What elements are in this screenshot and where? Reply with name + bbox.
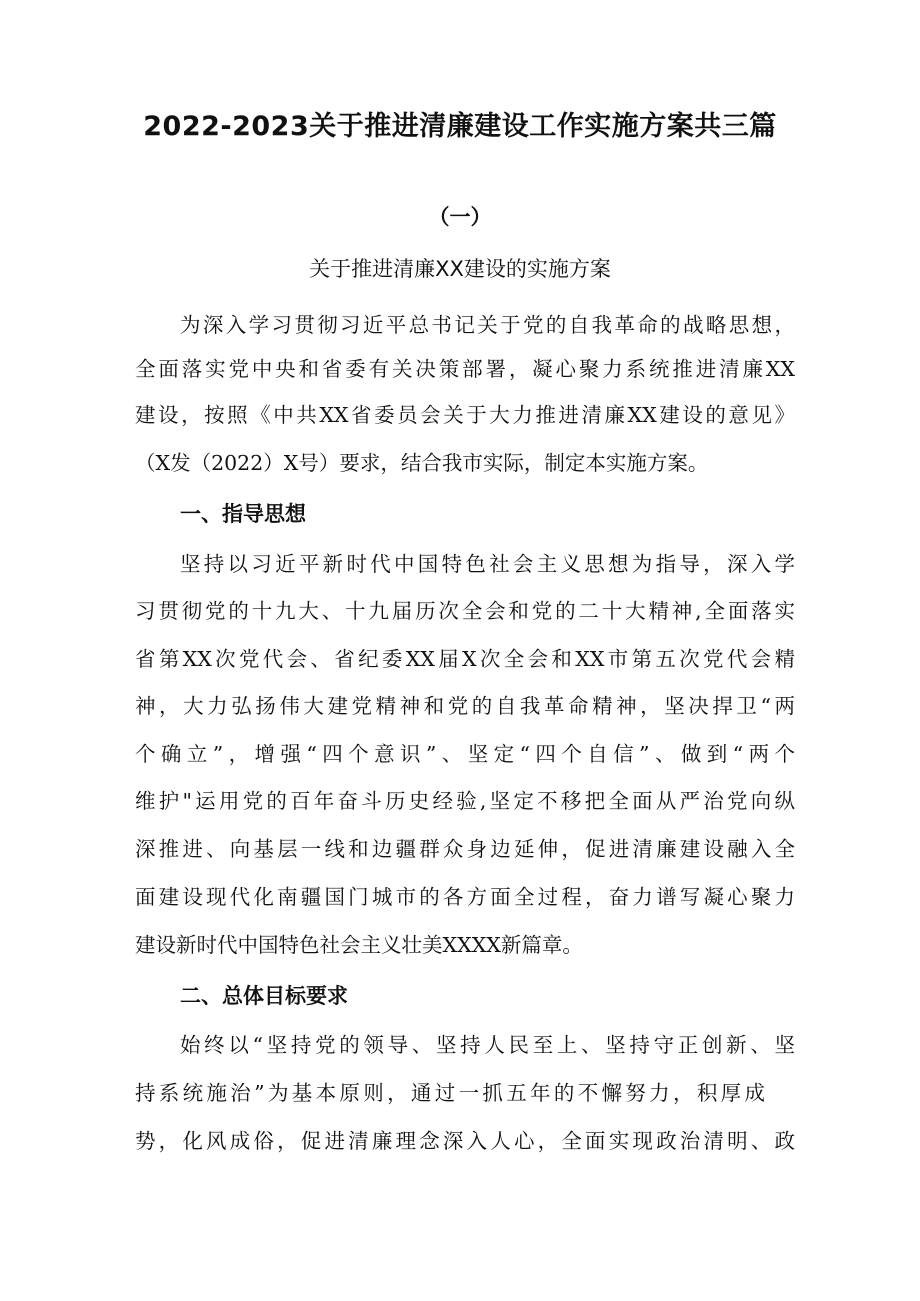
section1-line: 维护"运用党的百年奋斗历史经验,坚定不移把全面从严治党向纵 bbox=[135, 789, 795, 813]
section-heading-overall-goals: 二、总体目标要求 bbox=[180, 984, 348, 1008]
intro-line: 建设，按照《中共XX省委员会关于大力推进清廉XX建设的意见》 bbox=[135, 403, 795, 427]
part-number: （一） bbox=[428, 205, 492, 229]
section1-line: 个确立”，增强“四个意识”、坚定“四个自信”、做到“两个 bbox=[135, 742, 795, 766]
section2-line: 持系统施治”为基本原则，通过一抓五年的不懈努力，积厚成 bbox=[135, 1081, 765, 1105]
section1-line: 建设新时代中国特色社会主义壮美XXXX新篇章。 bbox=[135, 933, 583, 957]
document-title: 2022-2023关于推进清廉建设工作实施方案共三篇 bbox=[143, 111, 777, 142]
section1-line: 习贯彻党的十九大、十九届历次全会和党的二十大精神,全面落实 bbox=[135, 599, 795, 623]
section2-line: 始终以“坚持党的领导、坚持人民至上、坚持守正创新、坚 bbox=[180, 1033, 795, 1057]
section1-line: 深推进、向基层一线和边疆群众身边延伸，促进清廉建设融入全 bbox=[135, 837, 795, 861]
section-heading-guiding-thought: 一、指导思想 bbox=[180, 502, 306, 526]
intro-line: 为深入学习贯彻习近平总书记关于党的自我革命的战略思想， bbox=[180, 313, 795, 337]
section1-line: 省第XX次党代会、省纪委XX届X次全会和XX市第五次党代会精 bbox=[135, 647, 795, 671]
section1-line: 面建设现代化南疆国门城市的各方面全过程，奋力谱写凝心聚力 bbox=[135, 885, 795, 909]
section1-line: 坚持以习近平新时代中国特色社会主义思想为指导，深入学 bbox=[180, 552, 795, 576]
intro-line: （X发（2022）X号）要求，结合我市实际，制定本实施方案。 bbox=[135, 451, 709, 475]
section-subtitle: 关于推进清廉XX建设的实施方案 bbox=[309, 257, 611, 281]
section1-line: 神，大力弘扬伟大建党精神和党的自我革命精神，坚决捍卫“两 bbox=[135, 694, 795, 718]
intro-line: 全面落实党中央和省委有关决策部署，凝心聚力系统推进清廉XX bbox=[135, 357, 795, 381]
section2-line: 势，化风成俗，促进清廉理念深入人心，全面实现政治清明、政 bbox=[135, 1129, 795, 1153]
